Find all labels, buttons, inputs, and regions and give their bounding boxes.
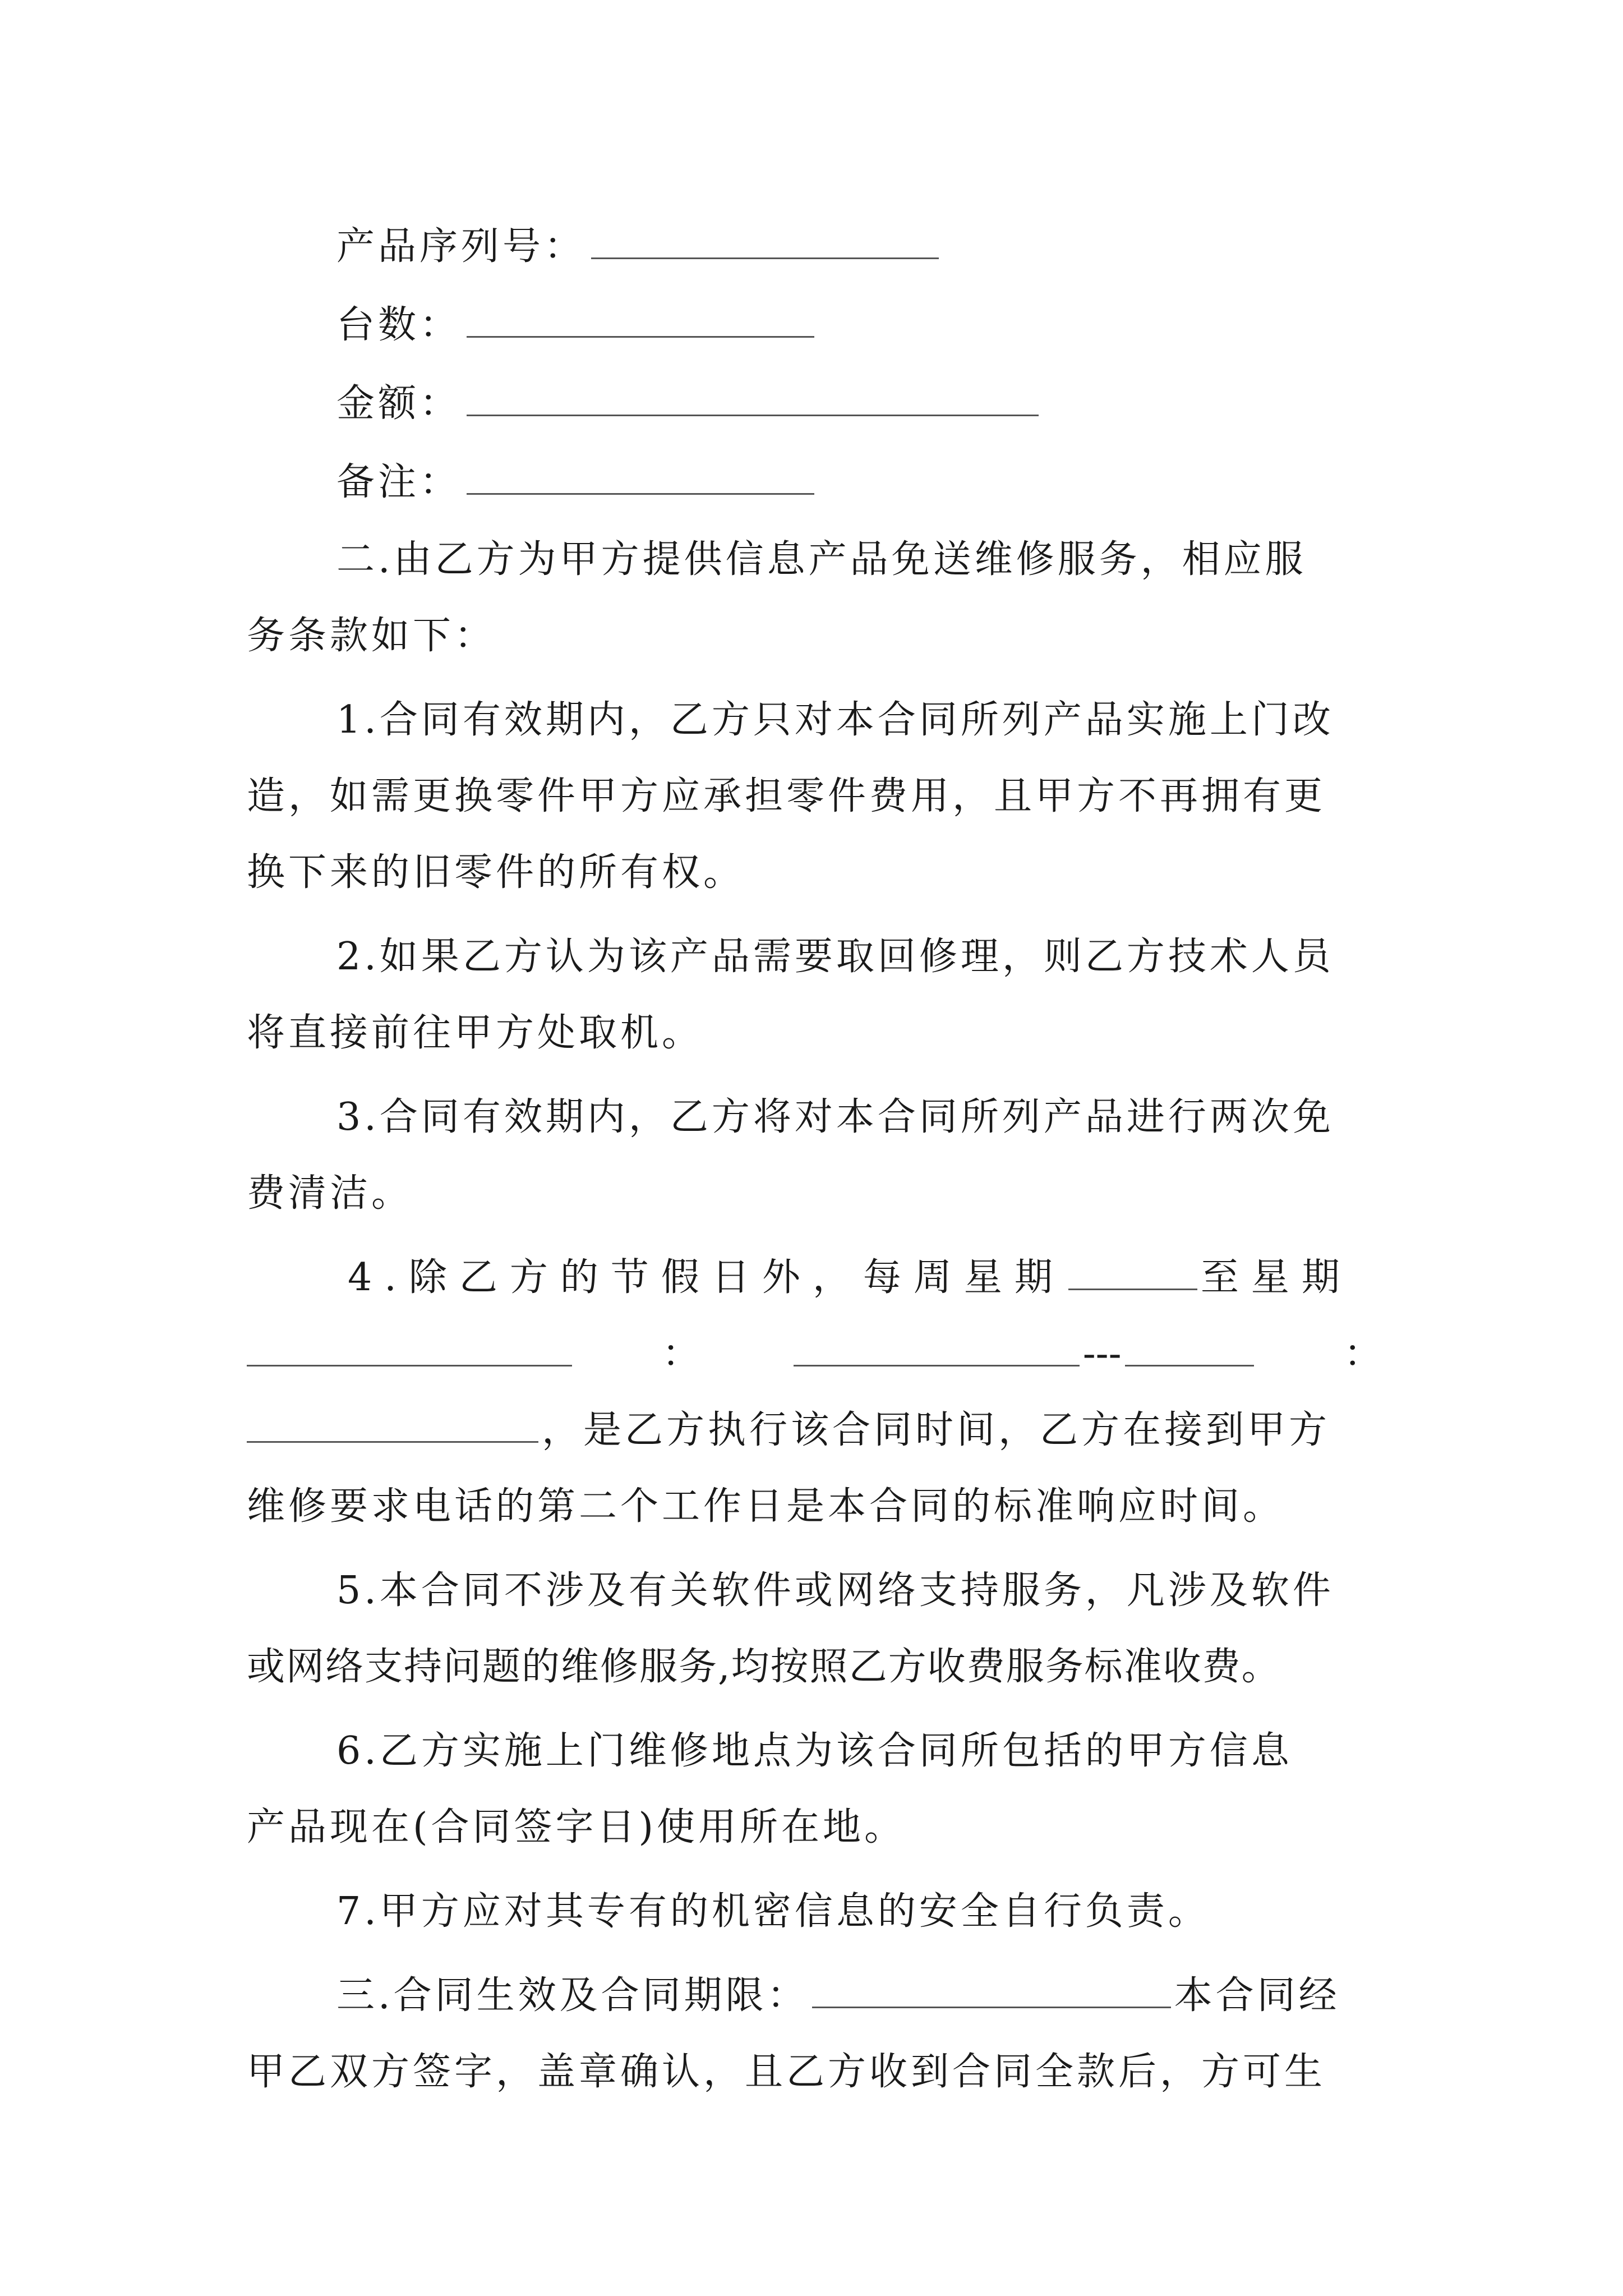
item-4-part-c: ，是乙方执行该合同时间，乙方在接到甲方 bbox=[542, 1408, 1331, 1452]
serial-number-blank bbox=[591, 226, 939, 259]
item-2 bbox=[247, 919, 1385, 1071]
item-5-line-2: 或网络支持问题的维修服务,均按照乙方收费服务标准收费。 bbox=[247, 1645, 1281, 1689]
item-1 bbox=[247, 682, 1385, 911]
section-3-part-b: 本合同经 bbox=[1174, 1973, 1340, 2018]
minute-to-blank bbox=[247, 1410, 538, 1443]
item-5-line-1: 5.本合同不涉及有关软件或网络支持服务，凡涉及软件 bbox=[336, 1568, 1334, 1613]
item-4-line-4: 维修要求电话的第二个工作日是本合同的标准响应时间。 bbox=[247, 1484, 1285, 1529]
minute-from-blank bbox=[794, 1333, 1080, 1366]
item-7-line-1: 7.甲方应对其专有的机密信息的安全自行负责。 bbox=[336, 1889, 1210, 1934]
section-3-part-a: 三.合同生效及合同期限： bbox=[336, 1973, 809, 2018]
serial-number-field bbox=[247, 208, 1385, 286]
section-2-line-1: 二.由乙方为甲方提供信息产品免送维修服务，相应服 bbox=[336, 537, 1307, 582]
item-7 bbox=[247, 1874, 1385, 1950]
section-3-line-1 bbox=[247, 1958, 1385, 2034]
count-field bbox=[247, 286, 1385, 365]
item-3 bbox=[247, 1079, 1385, 1232]
item-4 bbox=[247, 1240, 1385, 1545]
section-2-line-2: 务条款如下： bbox=[247, 614, 496, 658]
time-dashes: --- bbox=[1082, 1332, 1122, 1376]
amount-label: 金额： bbox=[336, 381, 462, 426]
document-page bbox=[247, 208, 1385, 2110]
item-2-line-2: 将直接前往甲方处取机。 bbox=[247, 1011, 704, 1055]
section-3 bbox=[247, 1958, 1385, 2110]
serial-number-label: 产品序列号： bbox=[336, 224, 586, 269]
amount-blank bbox=[467, 383, 1039, 416]
amount-field bbox=[247, 365, 1385, 443]
item-6-line-2: 产品现在(合同签字日)使用所在地。 bbox=[247, 1805, 906, 1849]
item-5 bbox=[247, 1553, 1385, 1705]
item-1-line-1: 1.合同有效期内，乙方只对本合同所列产品实施上门改 bbox=[336, 698, 1334, 742]
item-1-line-2: 造，如需更换零件甲方应承担零件费用，且甲方不再拥有更 bbox=[247, 774, 1326, 818]
contract-term-blank bbox=[812, 1975, 1171, 2008]
remark-label: 备注： bbox=[336, 460, 462, 504]
section-2 bbox=[247, 522, 1385, 674]
item-4-line-1 bbox=[247, 1240, 1385, 1316]
item-6 bbox=[247, 1713, 1385, 1866]
weekday-from-blank bbox=[1068, 1257, 1197, 1290]
item-1-line-3: 换下来的旧零件的所有权。 bbox=[247, 850, 745, 895]
hour-to-blank bbox=[1125, 1333, 1254, 1366]
item-4-part-a: 4.除乙方的节假日外，每周星期 bbox=[348, 1255, 1065, 1300]
count-blank bbox=[467, 305, 814, 338]
item-4-line-2 bbox=[247, 1316, 1385, 1392]
item-4-part-b: 至星期 bbox=[1200, 1255, 1352, 1300]
item-3-line-1: 3.合同有效期内，乙方将对本合同所列产品进行两次免 bbox=[336, 1095, 1334, 1139]
item-6-line-1: 6.乙方实施上门维修地点为该合同所包括的甲方信息 bbox=[336, 1729, 1293, 1773]
remark-blank bbox=[467, 462, 814, 495]
count-label: 台数： bbox=[336, 303, 462, 347]
section-3-line-2: 甲乙双方签字，盖章确认，且乙方收到合同全款后，方可生 bbox=[247, 2050, 1326, 2094]
colon-2: ： bbox=[1343, 1332, 1385, 1376]
item-3-line-2: 费清洁。 bbox=[247, 1171, 413, 1216]
remark-field bbox=[247, 443, 1385, 522]
colon-1: ： bbox=[662, 1332, 704, 1376]
item-2-line-1: 2.如果乙方认为该产品需要取回修理，则乙方技术人员 bbox=[336, 935, 1334, 979]
item-4-line-3 bbox=[247, 1392, 1385, 1469]
hour-from-blank bbox=[247, 1333, 572, 1366]
